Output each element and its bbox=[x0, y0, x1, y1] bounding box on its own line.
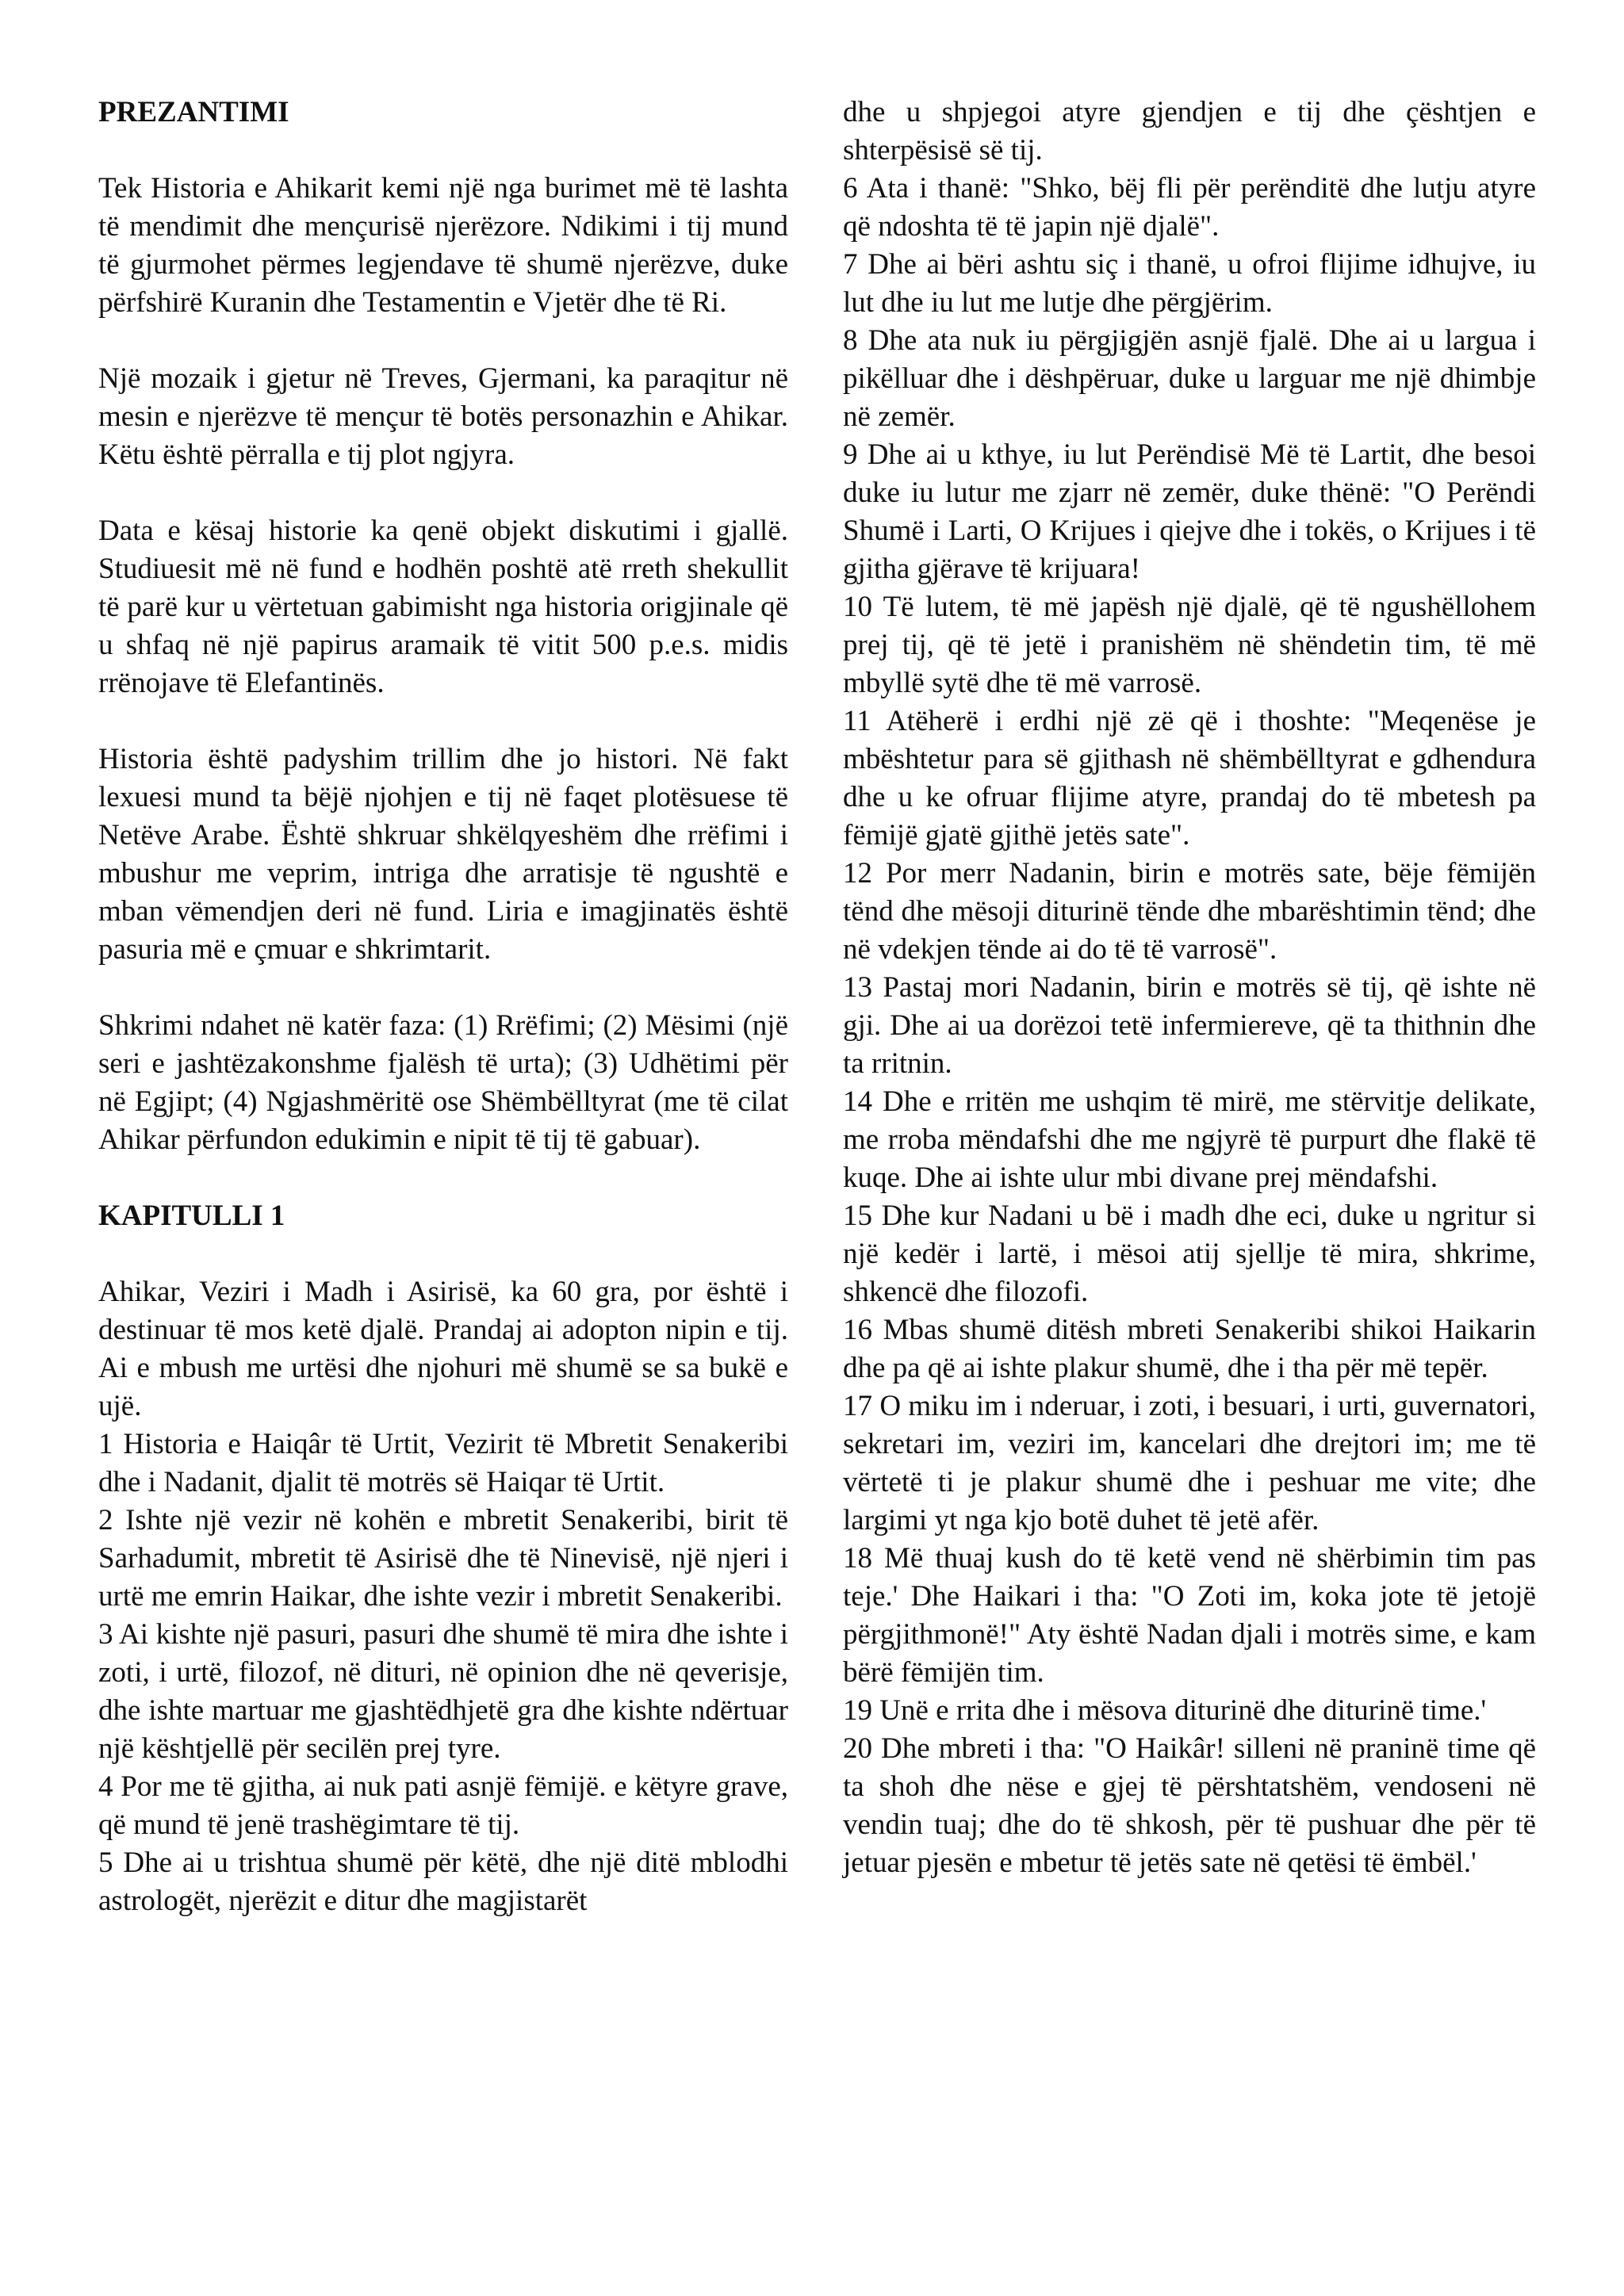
intro-paragraph-3: Data e kësaj historie ka qenë objekt diskutimi i gjallë. Studiuesit më në fund e hodhën poshtë atë rreth shekullit të parë kur u vërtetuan gabimisht nga historia origjinale që u shfaq në një papirus aramaik të vitit 500 p.e.s. midis rrënojave të Elefantinës. bbox=[98, 515, 788, 699]
verse-14: 14 Dhe e rritën me ushqim të mirë, me stërvitje delikate, me rroba mëndafshi dhe me ngjyrë të purpurt dhe flakë të kuqe. Dhe ai ishte ulur mbi divane prej mëndafshi. bbox=[843, 1085, 1536, 1194]
verse-17: 17 O miku im i nderuar, i zoti, i besuari, i urti, guvernatori, sekretari im, veziri im, kancelari dhe drejtori im; me të vërtetë ti je plakur shumë dhe i peshuar me vite; dhe largimi yt nga kjo botë duhet të jetë afër. bbox=[843, 1390, 1536, 1536]
verse-4: 4 Por me të gjitha, ai nuk pati asnjë fëmijë. e këtyre grave, që mund të jenë trashëgimtare të tij. bbox=[98, 1770, 788, 1841]
verse-13: 13 Pastaj mori Nadanin, birin e motrës së tij, që ishte në gji. Dhe ai ua dorëzoi tetë infermiereve, që ta thithnin dhe ta rritnin. bbox=[843, 971, 1536, 1080]
verse-16: 16 Mbas shumë ditësh mbreti Senakeribi shikoi Haikarin dhe pa që ai ishte plakur shumë, dhe i tha për më tepër. bbox=[843, 1314, 1536, 1384]
intro-heading: PREZANTIMI bbox=[98, 96, 289, 128]
verse-10: 10 Të lutem, të më japësh një djalë, që të ngushëllohem prej tij, që të jetë i pranishëm në shëndetin tim, të më mbyllë sytë dhe të më varrosë. bbox=[843, 591, 1536, 699]
verse-12: 12 Por merr Nadanin, birin e motrës sate, bëje fëmijën tënd dhe mësoji diturinë tënde dhe mbarështimin tënd; dhe në vdekjen tënde ai do të të varrosë". bbox=[843, 857, 1536, 966]
verse-20: 20 Dhe mbreti i tha: "O Haikâr! silleni në praninë time që ta shoh dhe nëse e gjej të përshtatshëm, vendoseni në vendin tuaj; dhe do të shkosh, për të pushuar dhe për të jetuar pjesën e mbetur të jetës sate në qetësi të ëmbël.' bbox=[843, 1732, 1536, 1879]
verse-19: 19 Unë e rrita dhe i mësova diturinë dhe diturinë time.' bbox=[843, 1694, 1487, 1727]
verse-7: 7 Dhe ai bëri ashtu siç i thanë, u ofroi flijime idhujve, iu lut dhe iu lut me lutje dhe përgjërim. bbox=[843, 248, 1536, 319]
verse-18: 18 Më thuaj kush do të ketë vend në shërbimin tim pas teje.' Dhe Haikari i tha: "O Zoti im, koka jote të jetojë përgjithmonë!" Aty është Nadan djali i motrës sime, e kam bërë fëmijën tim. bbox=[843, 1542, 1536, 1689]
intro-paragraph-5: Shkrimi ndahet në katër faza: (1) Rrëfimi; (2) Mësimi (një seri e jashtëzakonshme fjalësh të urta); (3) Udhëtimi për në Egjipt; (4) Ngjashmëritë ose Shëmbëlltyrat (me të cilat Ahikar përfundon edukimin e nipit të tij të gabuar). bbox=[98, 1009, 788, 1156]
verse-1: 1 Historia e Haiqâr të Urtit, Vezirit të Mbretit Senakeribi dhe i Nadanit, djalit të motrës së Haiqar të Urtit. bbox=[98, 1428, 788, 1498]
left-column bbox=[98, 94, 788, 1920]
two-column-layout bbox=[98, 94, 1537, 1920]
verse-8: 8 Dhe ata nuk iu përgjigjën asnjë fjalë. Dhe ai u largua i pikëlluar dhe i dëshpëruar, duke u larguar me një dhimbje në zemër. bbox=[843, 324, 1536, 433]
intro-paragraph-4: Historia është padyshim trillim dhe jo histori. Në fakt lexuesi mund ta bëjë njohjen e tij në faqet plotësuese të Netëve Arabe. Është shkruar shkëlqyeshëm dhe rrëfimi i mbushur me veprim, intriga dhe arratisje të ngushtë e mban vëmendjen deri në fund. Liria e imagjinatës është pasuria më e çmuar e shkrimtarit. bbox=[98, 743, 788, 966]
intro-paragraph-1: Tek Historia e Ahikarit kemi një nga burimet më të lashta të mendimit dhe mençurisë njerëzore. Ndikimi i tij mund të gjurmohet përmes legjendave të shumë njerëzve, duke përfshirë Kuranin dhe Testamentin e Vjetër dhe të Ri. bbox=[98, 172, 788, 319]
verse-11: 11 Atëherë i erdhi një zë që i thoshte: "Meqenëse je mbështetur para së gjithash në shëmbëlltyrat e gdhendura dhe u ke ofruar flijime atyre, prandaj do të mbetesh pa fëmijë gjatë gjithë jetës sate". bbox=[843, 705, 1536, 851]
verse-9: 9 Dhe ai u kthye, iu lut Perëndisë Më të Lartit, dhe besoi duke iu lutur me zjarr në zemër, duke thënë: "O Perëndi Shumë i Larti, O Krijues i qiejve dhe i tokës, o Krijues i të gjitha gjërave të krijuara! bbox=[843, 438, 1536, 585]
verse-5-start: 5 Dhe ai u trishtua shumë për këtë, dhe një ditë mblodhi astrologët, njerëzit e ditur dhe magjistarët bbox=[98, 1846, 788, 1917]
verse-3: 3 Ai kishte një pasuri, pasuri dhe shumë të mira dhe ishte i zoti, i urtë, filozof, në dituri, në opinion dhe në qeverisje, dhe ishte martuar me gjashtëdhjetë gra dhe kishte ndërtuar një kështjellë për secilën prej tyre. bbox=[98, 1618, 788, 1765]
verse-5-continued: dhe u shpjegoi atyre gjendjen e tij dhe çështjen e shterpësisë së tij. bbox=[843, 96, 1536, 166]
right-column bbox=[843, 94, 1536, 1920]
verse-6: 6 Ata i thanë: "Shko, bëj fli për perënditë dhe lutju atyre që ndoshta të të japin një djalë". bbox=[843, 172, 1536, 243]
intro-paragraph-2: Një mozaik i gjetur në Treves, Gjermani, ka paraqitur në mesin e njerëzve të mençur të botës personazhin e Ahikar. Këtu është përralla e tij plot ngjyra. bbox=[98, 362, 788, 471]
chapter-summary: Ahikar, Veziri i Madh i Asirisë, ka 60 gra, por është i destinuar të mos ketë djalë. Prandaj ai adopton nipin e tij. Ai e mbush me urtësi dhe njohuri më shumë se sa bukë e ujë. bbox=[98, 1276, 788, 1422]
verse-2: 2 Ishte një vezir në kohën e mbretit Senakeribi, birit të Sarhadumit, mbretit të Asirisë dhe të Ninevisë, një njeri i urtë me emrin Haikar, dhe ishte vezir i mbretit Senakeribi. bbox=[98, 1504, 788, 1613]
chapter-heading: KAPITULLI 1 bbox=[98, 1200, 285, 1232]
verse-15: 15 Dhe kur Nadani u bë i madh dhe eci, duke u ngritur si një kedër i lartë, i mësoi atij sjellje të mira, shkrime, shkencë dhe filozofi. bbox=[843, 1200, 1536, 1308]
